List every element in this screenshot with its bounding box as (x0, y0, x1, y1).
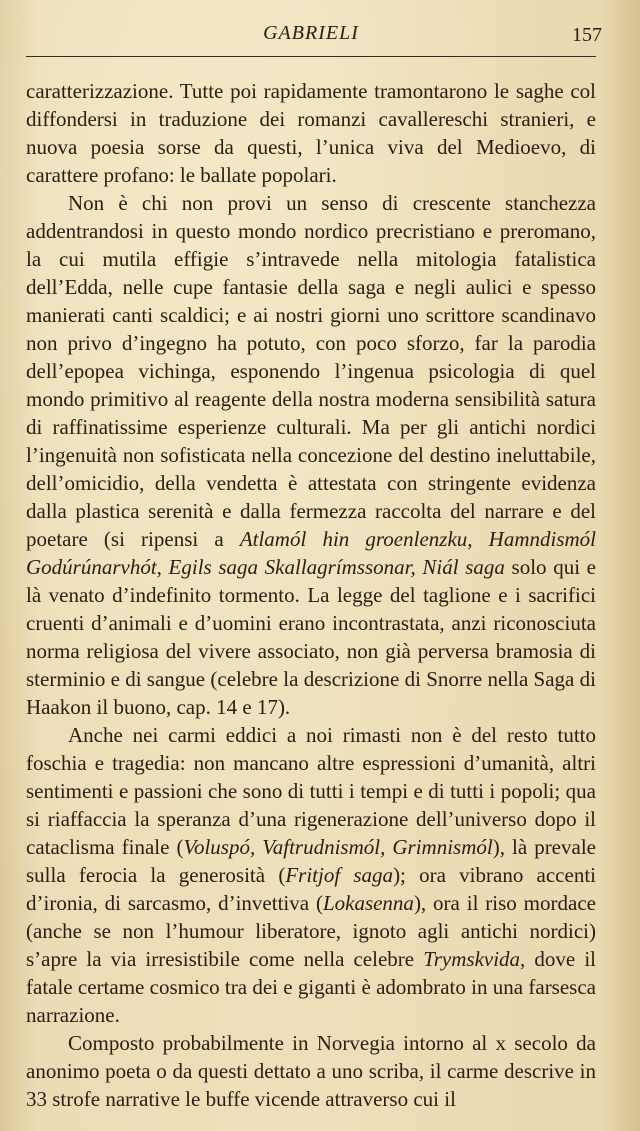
italic-title: Fritjof saga (285, 863, 394, 887)
italic-title: Lokasenna (322, 891, 414, 915)
paragraph (26, 721, 596, 1029)
text-segment: ), ora il riso mordace (anche se non l’humour liberatore, ignoto agli antichi nordici) s’apre la via irresistibile come nella celebre (26, 891, 596, 971)
text-segment: Composto probabilmente in Norvegia intorno al x secolo da anonimo poeta o da questi dettato a uno scriba, il carme descrive in 33 strofe narrative le buffe vicende attraverso cui il (26, 1031, 596, 1111)
text-segment: Anche nei carmi eddici a noi rimasti non è del resto tutto foschia e tragedia: non mancano altre espressioni d’umanità, altri sentimenti e passioni che sono di tutti i tempi e di tutti i popoli; qua si riaffaccia la speranza d’una rigenerazione dell’universo dopo il cataclisma finale ( (26, 723, 596, 859)
text-segment: caratterizzazione. Tutte poi rapidamente tramontarono le saghe col diffondersi in traduzione dei romanzi cavallereschi stranieri, e nuova poesia sorse da questi, l’unica viva del Medioevo, di carattere profano: le ballate popolari. (26, 79, 596, 187)
text-segment: , dove il fatale certame cosmico tra dei e giganti è adombrato in una farsesca narrazione. (26, 947, 596, 1027)
header-rule (26, 56, 596, 57)
text-segment: ), là prevale sulla ferocia la generosità ( (26, 835, 596, 887)
paragraph (26, 1029, 596, 1113)
paragraph (26, 77, 596, 189)
italic-titles: Atlamól hin groenlenzku, Hamndismól Godúrúnarvhót, Egils saga Skallagrímssonar, Niál saga (26, 527, 596, 579)
page-number: 157 (572, 24, 602, 46)
running-title: GABRIELI (263, 22, 359, 44)
italic-title: Trymskvida (423, 947, 521, 971)
running-head (26, 22, 602, 56)
text-segment: Non è chi non provi un senso di crescente stanchezza addentrandosi in questo mondo nordico precristiano e preromano, la cui mutila effigie s’intravede nella mitologia fatalistica dell’Edda, nelle cupe fantasie della saga e negli aulici e spesso manierati canti scaldici; e ai nostri giorni uno scrittore scandinavo non privo d’ingegno ha potuto, con poco sforzo, far la parodia dell’epopea vichinga, esponendo l’ingenua psicologia di quel mondo primitivo al reagente della nostra moderna sensibilità satura di raffinatissime esperienze culturali. Ma per gli antichi nordici l’ingenuità non sofisticata nella concezione del destino ineluttabile, dell’omicidio, della vendetta è attestata con stringente evidenza dalla plastica serenità e dalla fermezza raccolta del narrare e del poetare (si ripensi a (26, 191, 596, 551)
body-text (26, 77, 596, 1113)
italic-titles: Voluspó, Vaftrudnismól, Grimnismól (183, 835, 493, 859)
text-segment: solo qui e là venato d’indefinito tormento. La legge del taglione e i sacrifici cruenti d’animali e d’uomini erano incontrastata, anzi riconosciuta norma religiosa del vivere associato, non già perversa bramosia di sterminio e di sangue (celebre la descrizione di Snorre nella Saga di Haakon il buono, cap. 14 e 17). (26, 555, 596, 719)
text-segment: ); ora vibrano accenti d’ironia, di sarcasmo, d’invettiva ( (26, 863, 596, 915)
paragraph (26, 189, 596, 721)
